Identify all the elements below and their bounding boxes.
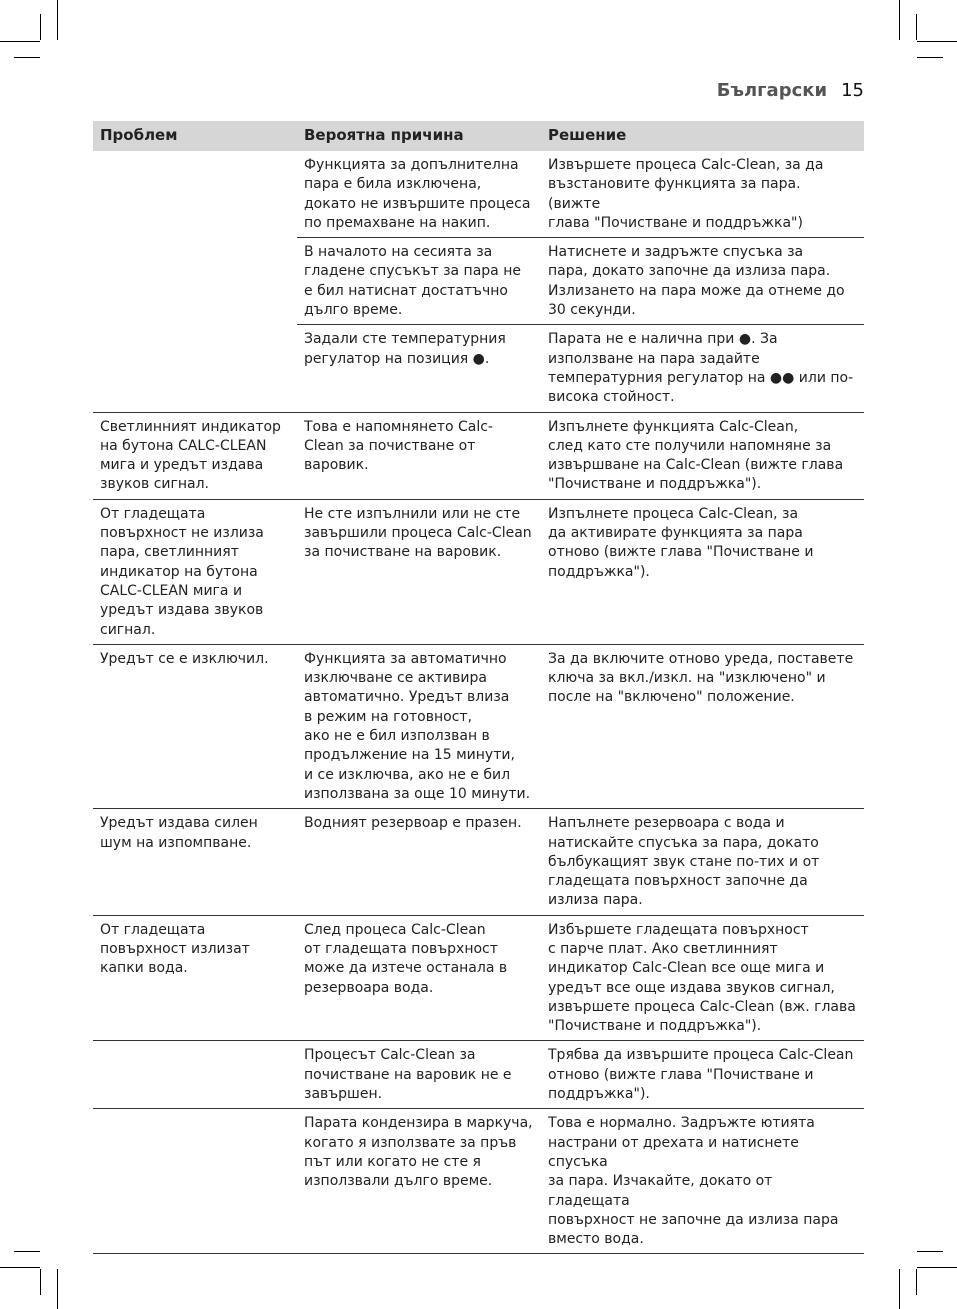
solution-cell: Трябва да извършите процеса Calc-Clean отново (вижте глава "Почистване и поддръжка"). <box>541 1041 864 1109</box>
cause-cell: Парата кондензира в маркуча, когато я използвате за пръв път или когато не сте я използвали дълго време. <box>297 1109 541 1254</box>
cause-cell: Задали сте температурния регулатор на позиция ●. <box>297 325 541 412</box>
crop-mark <box>899 1269 900 1309</box>
cause-cell: След процеса Calc-Clean от гладещата повърхност може да изтече останала в резервоара вода. <box>297 915 541 1041</box>
solution-cell: Натиснете и задръжте спусъка за пара, докато започне да излиза пара. Излизането на пара може да отнеме до 30 секунди. <box>541 238 864 325</box>
problem-cell: От гладещата повърхност не излиза пара, светлинният индикатор на бутона CALC-CLEAN мига и уредът издава звуков сигнал. <box>93 499 297 644</box>
problem-cell: Уредът издава силен шум на изпомпване. <box>93 809 297 915</box>
table-header-row <box>93 121 864 151</box>
solution-cell: Изпълнете функцията Calc-Clean, след като сте получили напомняне за извършване на Calc-Clean (вижте глава "Почистване и поддръжка"). <box>541 412 864 499</box>
crop-mark <box>899 0 900 40</box>
language-label: Български <box>716 80 828 101</box>
column-header-cause: Вероятна причина <box>297 121 541 151</box>
table-row <box>93 238 864 325</box>
table-row <box>93 1109 864 1254</box>
crop-mark <box>916 1269 917 1295</box>
crop-mark <box>916 14 917 40</box>
column-header-problem: Проблем <box>93 121 297 151</box>
column-header-solution: Решение <box>541 121 864 151</box>
problem-cell <box>93 1109 297 1254</box>
solution-cell: Извършете процеса Calc-Clean, за да възстановите функцията за пара. (вижте глава "Почистване и поддръжка") <box>541 151 864 238</box>
crop-mark <box>917 57 943 58</box>
solution-cell: Това е нормално. Задръжте ютията настрани от дрехата и натиснете спусъка за пара. Изчакайте, докато от гладещата повърхност не започне да излиза пара вместо вода. <box>541 1109 864 1254</box>
crop-mark <box>57 0 58 40</box>
crop-mark <box>917 41 957 42</box>
problem-cell <box>93 1041 297 1109</box>
crop-mark <box>917 1267 957 1268</box>
page-header <box>717 80 864 101</box>
cause-cell: Водният резервоар е празен. <box>297 809 541 915</box>
table-row <box>93 809 864 915</box>
cause-cell: Не сте изпълнили или не сте завършили процеса Calc-Clean за почистване на варовик. <box>297 499 541 644</box>
problem-cell <box>93 238 297 325</box>
problem-cell: Уредът се е изключил. <box>93 644 297 808</box>
problem-cell <box>93 151 297 238</box>
table-row <box>93 412 864 499</box>
solution-cell: За да включите отново уреда, поставете ключа за вкл./изкл. на "изключено" и после на "включено" положение. <box>541 644 864 808</box>
solution-cell: Изпълнете процеса Calc-Clean, за да активирате функцията за пара отново (вижте глава "Почистване и поддръжка"). <box>541 499 864 644</box>
crop-mark <box>0 1267 40 1268</box>
problem-cell: От гладещата повърхност излизат капки вода. <box>93 915 297 1041</box>
problem-cell: Светлинният индикатор на бутона CALC-CLEAN мига и уредът издава звуков сигнал. <box>93 412 297 499</box>
table-row <box>93 915 864 1041</box>
cause-cell: Функцията за автоматично изключване се активира автоматично. Уредът влиза в режим на готовност, ако не е бил използван в продължение на 15 минути, и се изключва, ако не е бил използвана за още 10 минути. <box>297 644 541 808</box>
solution-cell: Парата не е налична при ●. За използване на пара задайте температурния регулатор на ●● или по- висока стойност. <box>541 325 864 412</box>
solution-cell: Напълнете резервоара с вода и натискайте спусъка за пара, докато бълбукащият звук стане по-тих и от гладещата повърхност започне да излиза пара. <box>541 809 864 915</box>
cause-cell: Функцията за допълнителна пара е била изключена, докато не извършите процеса по премахване на накип. <box>297 151 541 238</box>
table-row <box>93 499 864 644</box>
problem-cell <box>93 325 297 412</box>
cause-cell: Това е напомнянето Calc- Clean за почистване от варовик. <box>297 412 541 499</box>
table-row <box>93 151 864 238</box>
crop-mark <box>917 1251 943 1252</box>
troubleshooting-table <box>93 121 864 1254</box>
table-row <box>93 325 864 412</box>
cause-cell: В началото на сесията за гладене спусъкът за пара не е бил натиснат достатъчно дълго време. <box>297 238 541 325</box>
crop-mark <box>40 14 41 40</box>
table-row <box>93 1041 864 1109</box>
crop-mark <box>57 1269 58 1309</box>
table-row <box>93 644 864 808</box>
crop-mark <box>14 57 40 58</box>
page-number: 15 <box>841 80 864 101</box>
crop-mark <box>14 1251 40 1252</box>
crop-mark <box>40 1269 41 1295</box>
solution-cell: Избършете гладещата повърхност с парче плат. Ако светлинният индикатор Calc-Clean все още мига и уредът все още издава звуков сигнал, извършете процеса Calc-Clean (вж. глава "Почистване и поддръжка"). <box>541 915 864 1041</box>
crop-mark <box>0 41 40 42</box>
cause-cell: Процесът Calc-Clean за почистване на варовик не е завършен. <box>297 1041 541 1109</box>
